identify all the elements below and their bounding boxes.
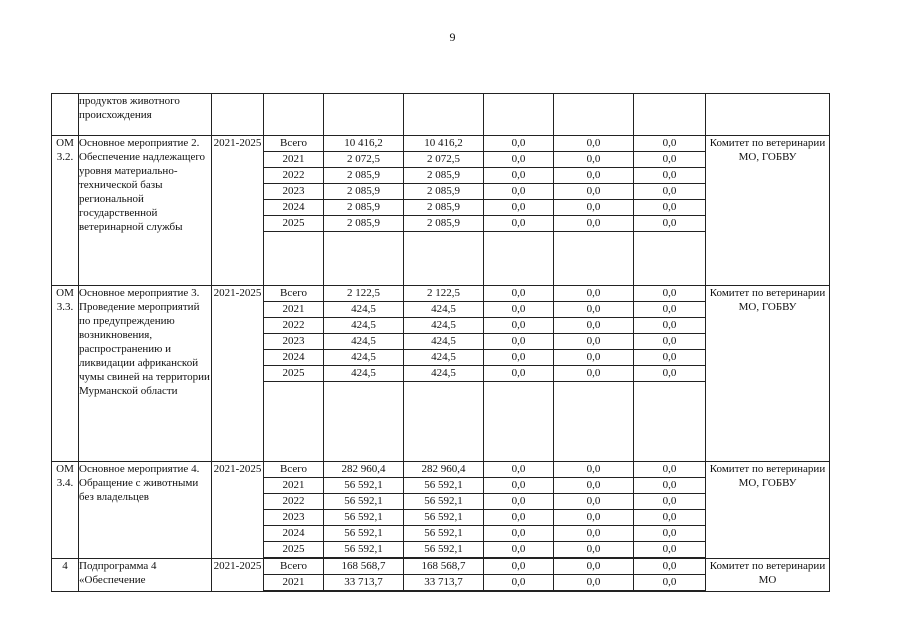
years-value: 2024 bbox=[264, 200, 323, 216]
years-value: 2022 bbox=[264, 494, 323, 510]
years-value: Всего bbox=[280, 287, 307, 299]
federal-value: 0,0 bbox=[484, 184, 553, 200]
years-value: 2023 bbox=[264, 184, 323, 200]
code-cell: 4 bbox=[52, 559, 79, 592]
other-value: 0,0 bbox=[662, 137, 677, 149]
years-value: 2023 bbox=[264, 510, 323, 526]
total-value: 424,5 bbox=[324, 350, 403, 366]
other-value: 0,0 bbox=[662, 287, 677, 299]
local-value: 0,0 bbox=[554, 152, 633, 168]
years-column-cell bbox=[264, 286, 324, 462]
regional-column-cell bbox=[404, 462, 484, 559]
name-cell: Подпрограмма 4 «Обеспечение bbox=[79, 559, 212, 592]
local-value: 0,0 bbox=[586, 137, 601, 149]
local-value: 0,0 bbox=[554, 200, 633, 216]
federal-column-cell bbox=[484, 136, 554, 286]
local-value: 0,0 bbox=[554, 494, 633, 510]
regional-value: 33 713,7 bbox=[404, 575, 483, 591]
period-cell: 2021-2025 bbox=[212, 136, 264, 286]
total-value: 2 085,9 bbox=[324, 200, 403, 216]
regional-value: 56 592,1 bbox=[404, 542, 483, 558]
years-value: Всего bbox=[280, 137, 307, 149]
other-value: 0,0 bbox=[634, 494, 705, 510]
regional-value: 424,5 bbox=[404, 334, 483, 350]
federal-value: 0,0 bbox=[484, 318, 553, 334]
local-column-cell bbox=[554, 136, 634, 286]
regional-value: 168 568,7 bbox=[421, 560, 466, 572]
regional-value: 424,5 bbox=[404, 318, 483, 334]
page-number: 9 bbox=[449, 30, 456, 44]
federal-column-cell bbox=[484, 462, 554, 559]
executor-cell: Комитет по ветеринарии МО, ГОБВУ bbox=[706, 462, 830, 559]
local-value: 0,0 bbox=[586, 560, 601, 572]
federal-value: 0,0 bbox=[484, 216, 553, 232]
total-value: 2 072,5 bbox=[324, 152, 403, 168]
years-value: 2024 bbox=[264, 526, 323, 542]
years-column-cell bbox=[264, 136, 324, 286]
other-value: 0,0 bbox=[634, 200, 705, 216]
regional-value: 2 122,5 bbox=[427, 287, 460, 299]
local-value: 0,0 bbox=[554, 334, 633, 350]
total-value: 56 592,1 bbox=[324, 542, 403, 558]
years-value: 2025 bbox=[264, 216, 323, 232]
local-value: 0,0 bbox=[554, 366, 633, 382]
regional-value: 2 085,9 bbox=[404, 200, 483, 216]
federal-value: 0,0 bbox=[511, 287, 526, 299]
period-cell: 2021-2025 bbox=[212, 462, 264, 559]
other-value: 0,0 bbox=[634, 542, 705, 558]
regional-value: 2 085,9 bbox=[404, 168, 483, 184]
total-column-cell bbox=[324, 136, 404, 286]
years-value: 2021 bbox=[264, 302, 323, 318]
name-cell: Основное мероприятие 3. Проведение мероприятий по предупреждению возникновения, распространению и ликвидации африканской чумы свиней на территории Мурманской области bbox=[79, 286, 212, 462]
years-column-cell bbox=[264, 559, 324, 592]
total-value: 168 568,7 bbox=[341, 560, 386, 572]
federal-value: 0,0 bbox=[484, 350, 553, 366]
name-cell: Основное мероприятие 2. Обеспечение надлежащего уровня материально-технической базы региональной государственной ветеринарной службы bbox=[79, 136, 212, 286]
regional-value: 56 592,1 bbox=[404, 478, 483, 494]
total-value: 424,5 bbox=[324, 302, 403, 318]
executor-cell: Комитет по ветеринарии МО bbox=[706, 559, 830, 592]
federal-value: 0,0 bbox=[484, 478, 553, 494]
regional-value: 282 960,4 bbox=[421, 463, 466, 475]
local-column-cell bbox=[554, 559, 634, 592]
total-value: 56 592,1 bbox=[324, 510, 403, 526]
total-value: 56 592,1 bbox=[324, 494, 403, 510]
regional-value: 424,5 bbox=[404, 350, 483, 366]
total-value: 56 592,1 bbox=[324, 478, 403, 494]
federal-value: 0,0 bbox=[484, 168, 553, 184]
total-value: 56 592,1 bbox=[324, 526, 403, 542]
local-value: 0,0 bbox=[554, 318, 633, 334]
years-value: 2025 bbox=[264, 542, 323, 558]
total-value: 2 085,9 bbox=[324, 216, 403, 232]
other-value: 0,0 bbox=[634, 318, 705, 334]
other-value: 0,0 bbox=[662, 463, 677, 475]
local-value: 0,0 bbox=[554, 302, 633, 318]
total-value: 282 960,4 bbox=[341, 463, 386, 475]
years-value: 2021 bbox=[264, 152, 323, 168]
period-cell: 2021-2025 bbox=[212, 286, 264, 462]
regional-value: 2 085,9 bbox=[404, 216, 483, 232]
other-value: 0,0 bbox=[634, 184, 705, 200]
executor-cell: Комитет по ветеринарии МО, ГОБВУ bbox=[706, 286, 830, 462]
other-value: 0,0 bbox=[634, 478, 705, 494]
years-value: 2022 bbox=[264, 318, 323, 334]
federal-value: 0,0 bbox=[511, 463, 526, 475]
code-cell: ОМ 3.3. bbox=[52, 286, 79, 462]
years-value: 2021 bbox=[264, 575, 323, 591]
regional-value: 56 592,1 bbox=[404, 510, 483, 526]
local-value: 0,0 bbox=[554, 216, 633, 232]
regional-value: 56 592,1 bbox=[404, 494, 483, 510]
local-value: 0,0 bbox=[554, 510, 633, 526]
federal-value: 0,0 bbox=[484, 366, 553, 382]
measure-row bbox=[52, 462, 830, 559]
federal-column-cell bbox=[484, 559, 554, 592]
other-value: 0,0 bbox=[634, 510, 705, 526]
total-value: 10 416,2 bbox=[344, 137, 383, 149]
regional-value: 424,5 bbox=[404, 366, 483, 382]
measure-row bbox=[52, 286, 830, 462]
measure-row bbox=[52, 136, 830, 286]
code-cell bbox=[52, 94, 79, 136]
total-value: 424,5 bbox=[324, 318, 403, 334]
federal-value: 0,0 bbox=[484, 152, 553, 168]
total-value: 424,5 bbox=[324, 334, 403, 350]
regional-value: 10 416,2 bbox=[424, 137, 463, 149]
years-value: 2022 bbox=[264, 168, 323, 184]
other-value: 0,0 bbox=[634, 575, 705, 591]
local-value: 0,0 bbox=[586, 463, 601, 475]
other-value: 0,0 bbox=[634, 350, 705, 366]
total-column-cell bbox=[324, 462, 404, 559]
other-value: 0,0 bbox=[662, 560, 677, 572]
total-value: 2 085,9 bbox=[324, 184, 403, 200]
years-value: Всего bbox=[280, 560, 307, 572]
federal-value: 0,0 bbox=[484, 510, 553, 526]
local-value: 0,0 bbox=[554, 526, 633, 542]
total-value: 2 122,5 bbox=[347, 287, 380, 299]
other-value: 0,0 bbox=[634, 526, 705, 542]
local-column-cell bbox=[554, 462, 634, 559]
code-cell: ОМ 3.2. bbox=[52, 136, 79, 286]
federal-value: 0,0 bbox=[484, 494, 553, 510]
years-value: 2021 bbox=[264, 478, 323, 494]
other-column-cell bbox=[634, 286, 706, 462]
regional-value: 2 072,5 bbox=[404, 152, 483, 168]
local-value: 0,0 bbox=[554, 542, 633, 558]
measure-row bbox=[52, 559, 830, 592]
federal-value: 0,0 bbox=[484, 526, 553, 542]
continuation-row bbox=[52, 94, 830, 136]
regional-value: 2 085,9 bbox=[404, 184, 483, 200]
total-value: 424,5 bbox=[324, 366, 403, 382]
federal-value: 0,0 bbox=[511, 560, 526, 572]
years-value: 2023 bbox=[264, 334, 323, 350]
federal-value: 0,0 bbox=[484, 302, 553, 318]
code-cell: ОМ 3.4. bbox=[52, 462, 79, 559]
other-value: 0,0 bbox=[634, 302, 705, 318]
local-value: 0,0 bbox=[586, 287, 601, 299]
local-value: 0,0 bbox=[554, 168, 633, 184]
total-column-cell bbox=[324, 286, 404, 462]
federal-value: 0,0 bbox=[511, 137, 526, 149]
federal-value: 0,0 bbox=[484, 575, 553, 591]
other-value: 0,0 bbox=[634, 366, 705, 382]
years-value: 2024 bbox=[264, 350, 323, 366]
other-value: 0,0 bbox=[634, 216, 705, 232]
other-column-cell bbox=[634, 462, 706, 559]
other-value: 0,0 bbox=[634, 334, 705, 350]
federal-value: 0,0 bbox=[484, 542, 553, 558]
total-column-cell bbox=[324, 559, 404, 592]
years-column-cell bbox=[264, 462, 324, 559]
local-value: 0,0 bbox=[554, 350, 633, 366]
regional-value: 56 592,1 bbox=[404, 526, 483, 542]
other-column-cell bbox=[634, 136, 706, 286]
budget-table bbox=[51, 93, 830, 592]
local-value: 0,0 bbox=[554, 478, 633, 494]
regional-column-cell bbox=[404, 136, 484, 286]
local-value: 0,0 bbox=[554, 184, 633, 200]
other-value: 0,0 bbox=[634, 168, 705, 184]
executor-cell: Комитет по ветеринарии МО, ГОБВУ bbox=[706, 136, 830, 286]
regional-column-cell bbox=[404, 286, 484, 462]
local-value: 0,0 bbox=[554, 575, 633, 591]
federal-column-cell bbox=[484, 286, 554, 462]
local-column-cell bbox=[554, 286, 634, 462]
other-column-cell bbox=[634, 559, 706, 592]
total-value: 33 713,7 bbox=[324, 575, 403, 591]
regional-value: 424,5 bbox=[404, 302, 483, 318]
name-cell: Основное мероприятие 4. Обращение с животными без владельцев bbox=[79, 462, 212, 559]
federal-value: 0,0 bbox=[484, 334, 553, 350]
total-value: 2 085,9 bbox=[324, 168, 403, 184]
other-value: 0,0 bbox=[634, 152, 705, 168]
years-value: Всего bbox=[280, 463, 307, 475]
period-cell: 2021-2025 bbox=[212, 559, 264, 592]
years-value: 2025 bbox=[264, 366, 323, 382]
name-cell: продуктов животного происхождения bbox=[79, 94, 212, 136]
regional-column-cell bbox=[404, 559, 484, 592]
federal-value: 0,0 bbox=[484, 200, 553, 216]
